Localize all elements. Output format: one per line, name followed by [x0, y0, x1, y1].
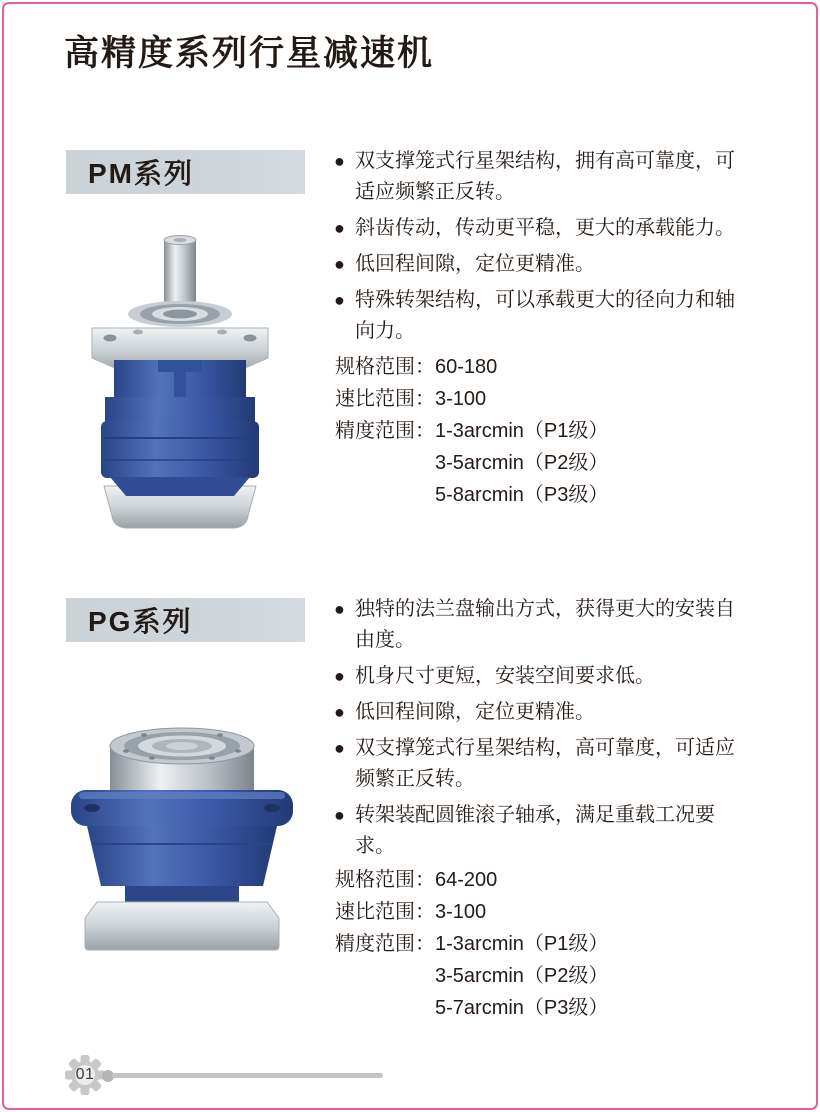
spec-row	[335, 896, 765, 928]
feature-text: 特殊转架结构，可以承载更大的径向力和轴向力。	[355, 289, 735, 342]
series-label-pm	[66, 150, 305, 194]
footer-line	[112, 1073, 383, 1078]
pg-product-image	[65, 720, 299, 952]
spec-value: 3-5arcmin（P2级）	[435, 452, 609, 474]
bullet-icon: ●	[334, 738, 345, 758]
spec-value: 5-8arcmin（P3级）	[435, 484, 609, 506]
bullet-icon: ●	[334, 599, 345, 619]
feature-text: 转架装配圆锥滚子轴承，满足重载工况要求。	[355, 804, 715, 857]
feature-text: 双支撑笼式行星架结构，高可靠度，可适应频繁正反转。	[355, 737, 735, 790]
bullet-icon: ●	[334, 151, 345, 171]
spec-label: 规格范围：	[335, 356, 435, 378]
feature-item	[334, 661, 750, 692]
pm-feature-list	[334, 146, 750, 352]
spec-value: 64-200	[435, 869, 498, 891]
spec-row	[335, 351, 765, 383]
spec-label: 速比范围：	[335, 388, 435, 410]
bullet-icon: ●	[334, 254, 345, 274]
feature-text: 斜齿传动，传动更平稳，更大的承载能力。	[355, 217, 735, 239]
feature-item	[334, 285, 750, 347]
feature-text: 双支撑笼式行星架结构，拥有高可靠度，可适应频繁正反转。	[355, 150, 735, 203]
spec-value: 1-3arcmin（P1级）	[435, 420, 609, 442]
spec-row	[335, 383, 765, 415]
bullet-icon: ●	[334, 702, 345, 722]
spec-label: 速比范围：	[335, 901, 435, 923]
spec-row	[335, 864, 765, 896]
pg-feature-list	[334, 594, 750, 867]
series-label-text: PG系列	[88, 606, 193, 637]
spec-value: 3-100	[435, 901, 487, 923]
spec-value: 3-5arcmin（P2级）	[435, 965, 609, 987]
spec-value: 3-100	[435, 388, 487, 410]
bullet-icon: ●	[334, 805, 345, 825]
feature-item	[334, 213, 750, 244]
spec-label: 规格范围：	[335, 869, 435, 891]
bullet-icon: ●	[334, 290, 345, 310]
feature-text: 低回程间隙，定位更精准。	[355, 701, 595, 723]
page-title: 高精度系列行星减速机	[64, 34, 435, 73]
feature-item	[334, 146, 750, 208]
series-label-text: PM系列	[88, 158, 195, 189]
feature-text: 低回程间隙，定位更精准。	[355, 253, 595, 275]
spec-label: 精度范围：	[335, 933, 435, 955]
spec-value: 60-180	[435, 356, 498, 378]
pm-product-image	[88, 234, 272, 532]
feature-text: 独特的法兰盘输出方式，获得更大的安装自由度。	[355, 598, 735, 651]
spec-value: 5-7arcmin（P3级）	[435, 997, 609, 1019]
bullet-icon: ●	[334, 666, 345, 686]
feature-item	[334, 733, 750, 795]
spec-row	[335, 415, 765, 511]
feature-item	[334, 697, 750, 728]
feature-item	[334, 594, 750, 656]
series-label-pg	[66, 598, 305, 642]
feature-item	[334, 800, 750, 862]
feature-text: 机身尺寸更短，安装空间要求低。	[355, 665, 655, 687]
spec-label: 精度范围：	[335, 420, 435, 442]
pg-spec-list	[335, 864, 765, 1024]
feature-item	[334, 249, 750, 280]
spec-row	[335, 928, 765, 1024]
pm-spec-list	[335, 351, 765, 511]
bullet-icon: ●	[334, 218, 345, 238]
spec-value: 1-3arcmin（P1级）	[435, 933, 609, 955]
page-number-badge: 01	[75, 1066, 95, 1083]
